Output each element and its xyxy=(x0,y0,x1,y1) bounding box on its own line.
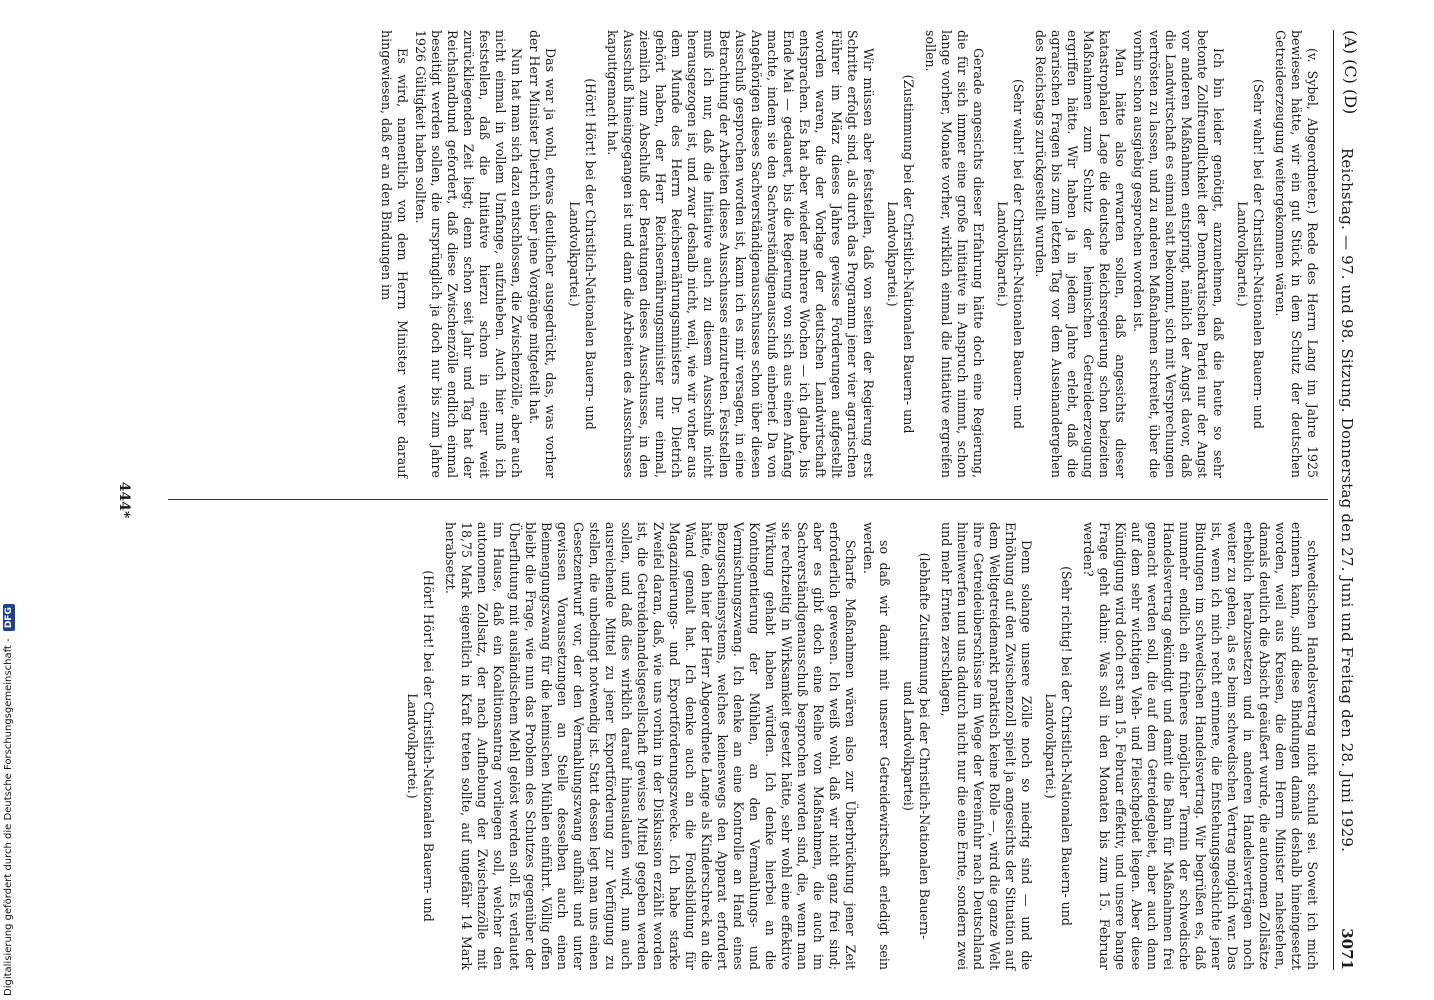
interjection-paragraph: (Sehr richtig! bei der Christlich-Nationalen Bauern- und Landvolkpartei.) xyxy=(1043,566,1074,926)
dfg-logo-icon: DFG xyxy=(3,604,15,631)
left-text-column xyxy=(376,30,1320,478)
margin-marker-d: (D) xyxy=(1341,88,1360,115)
body-paragraph: so daß wir damit mit unserer Getreidewirtschaft erledigt sein werden. xyxy=(861,522,892,970)
digitization-notice xyxy=(2,600,16,996)
body-paragraph: Man hätte also erwarten sollen, daß angesichts dieser katastrophalen Lage die deutsche Reichsregierung schon beizeiten Maßnahmen zum Schutz der heimischen Getreideerzeugung ergriffen hätte. Wir haben ja in jedem Jahre erlebt, daß die agrarischen Fragen bis zum letzten Tag vor dem Auseinandergehen des Reichstags zurückgestellt wurden. xyxy=(1033,30,1128,478)
interjection-paragraph: (Sehr wahr! bei der Christlich-Nationalen Bauern- und Landvolkpartei.) xyxy=(995,79,1026,429)
document-page xyxy=(100,30,1360,970)
interjection-paragraph: (Zustimmung bei der Christlich-Nationalen Bauern- und Landvolkpartei.) xyxy=(885,74,916,434)
margin-marker-a: (A) xyxy=(1341,30,1360,55)
interjection-paragraph: (Sehr wahr! bei der Christlich-Nationalen Bauern- und Landvolkpartei.) xyxy=(1235,79,1266,429)
interjection-paragraph: (Hört! Hört! bei der Christlich-Nationalen Bauern- und Landvolkpartei.) xyxy=(405,570,436,922)
interjection-paragraph: (Hört! Hört! bei der Christlich-Nationalen Bauern- und Landvolkpartei.) xyxy=(567,78,598,430)
body-paragraph: Denn solange unsere Zölle noch so niedrig sind — und die Erhöhung auf den Zwischenzoll spielt ja angesichts der Situation auf dem Weltgetreidemarkt praktisch keine Rolle —, wird die ganze Welt ihre Getreideüberschüsse im Wege der Vereinfuhr nach Deutschland hineinwerfen und uns dadurch nicht nur die eine Ernte, sondern zwei und mehr Ernten zerschlagen, xyxy=(939,522,1034,970)
page-header xyxy=(1333,30,1360,970)
column-divider xyxy=(168,499,1328,500)
body-paragraph: Wir müssen aber feststellen, daß von seiten der Regierung erst Schritte erfolgt sind, als durch das Programm jener vier agrarischen Führer im März dieses Jahres gewisse Forderungen aufgestellt worden waren, die der Vorlage der deutschen Landwirtschaft entsprachen. Es hat aber wieder mehrere Wochen — ich glaube, bis Ende Mai — gedauert, bis die Regierung von sich aus einen Anfang machte, indem sie den Sachverständigenausschuß einberief. Da von Angehörigen dieses Sachverständigenausschusses schon über diesen Ausschuß gesprochen worden ist, kann ich es mir versagen, in eine Betrachtung der Arbeiten dieses Ausschusses einzutreten. Feststellen muß ich nur, daß die Initiative auch zu diesem Ausschuß nicht herausgezogen ist, und zwar deshalb nicht, weil, wie wir vorher aus dem Munde des Herrn Reichsernährungsministers Dr. Dietrich gehört haben, der Herr Reichsernährungsminister nur einmal, ziemlich zum Abschluß der Beratungen dieses Ausschusses, in den Ausschuß hineingegangen ist und dann die Arbeiten des Ausschusses kaputtgemacht hat. xyxy=(605,30,876,478)
body-paragraph: (v. Sybel, Abgeordneter.) Rede des Herrn Lang im Jahre 1925 bewiesen hätte, wir ein gut Stück in dem Schutz der deutschen Getreideerzeugung weitergekommen wären. xyxy=(1273,30,1320,478)
body-paragraph: Nun hat man sich dazu entschlossen, die Zwischenzölle, aber auch nicht einmal in vollem Umfange, aufzuheben. Auch hier muß ich feststellen, daß die Initiative hierzu schon in einer weit zurückliegenden Zeit liegt; denn schon seit Jahr und Tag hat der Reichslandbund gefordert, daß diese Zwischenzölle endlich einmal beseitigt werden sollen, die ursprünglich ja doch nur bis zum Jahre 1926 Gültigkeit haben sollten. xyxy=(413,30,524,478)
interjection-paragraph: (lebhafte Zustimmung bei der Christlich-Nationalen Bauern- und Landvolkpartei) xyxy=(901,552,932,940)
body-paragraph: Ich bin leider genötigt, anzunehmen, daß die heute so sehr betonte Zollfreundlichkeit der Demokratischen Partei nur der Angst vor anderen Maßnahmen entspringt, nämlich der Angst davor, daß die Landwirtschaft es einmal satt bekommt, sich mit Versprechungen vertrösten zu lassen, und zu anderen Maßnahmen schreitet, über die vorhin schon ausgiebig gesprochen worden ist. xyxy=(1131,30,1226,478)
body-paragraph: Das war ja wohl, etwas deutlicher ausgedrückt, das, was vorher der Herr Minister Dietrich über jene Vorgänge mitgeteilt hat. xyxy=(527,30,558,478)
running-title: Reichstag. — 97. und 98. Sitzung. Donnerstag den 27. Juni und Freitag den 28. Juni 1929. xyxy=(1338,147,1356,853)
digitization-notice-text: Digitalisierung gefördert durch die Deutsche Forschungsgemeinschaft - xyxy=(3,638,14,996)
page-number: 3071 xyxy=(1338,928,1356,970)
body-paragraph: Es wird, namentlich von dem Herrn Minister weiter darauf hingewiesen, daß er an den Bindungen im xyxy=(379,30,410,478)
right-text-column xyxy=(396,522,1320,970)
body-paragraph: Gerade angesichts dieser Erfahrung hätte doch eine Regierung, die für sich immer eine große Initiative in Anspruch nimmt, schon lange vorher, Monate vorher, wirklich einmal die Initiative ergreifen sollen. xyxy=(923,30,986,478)
margin-marker-c: (C) xyxy=(1341,59,1360,84)
body-paragraph: schwedischen Handelsvertrag nicht schuld sei. Soweit ich mich erinnern kann, sind diese Bindungen damals deshalb hineingesetzt worden, weil aus Kreisen, die dem Herrn Minister nahestehen, damals deutlich die Absicht geäußert wurde, die autonomen Zollsätze erheblich herabzusetzen und in anderen Handelsverträgen noch weiter zu gehen, als es beim schwedischen Vertrag möglich war. Das ist, wenn ich mich recht erinnere, die Entstehungsgeschichte jener Bindungen im schwedischen Handelsvertrag. Wir begrüßen es, daß nunmehr endlich ein früheres möglicher Termin der schwedische Handelsvertrag gekündigt und damit die Bahn für Maßnahmen frei gemacht werden soll, die auf dem Getreidegebiet, aber auch dann auf dem sehr wichtigen Vieh- und Fleischgebiet liegen. Aber diese Kündigung wird doch erst am 15. Februar effektiv, und unsere bange Frage geht dahin: Was soll in den Monaten bis zum 15. Februar werden? xyxy=(1081,522,1320,970)
sheet-mark: 444* xyxy=(116,481,132,519)
body-paragraph: Scharfe Maßnahmen wären also zur Überbrückung jener Zeit erforderlich gewesen. Ich weiß wohl, daß wir nicht ganz frei sind; aber es gibt doch eine Reihe von Maßnahmen, die auch im Sachverständigenausschuß besprochen worden sind, die, wenn man sie rechtzeitig in Wirksamkeit gesetzt hätte, sehr wohl eine effektive Wirkung gehabt haben würden. Ich denke hierbei an die Kontingentierung der Mühlen, an den Vermahlungs- und Vermischungszwang. Ich denke an eine Kontrolle an Hand eines Bezugsscheinsystems, welches keineswegs den Apparat erfordert hätte, den hier der Herr Abgeordnete Lange als Kinderschreck an die Wand gemalt hat. Ich denke auch an die Fondsbildung für Magazinierungs- und Exportförderungszwecke. Ich habe starke Zweifel daran, daß, wie uns vorhin in der Diskussion erzählt worden ist, die Getreidehandelsgesellschaft gewisse Mittel gegeben werden sollen, und daß dies wirklich darauf hinauslaufen wird, nun auch ausreichende Mittel zu jener Exportförderung zur Verfügung zu stellen, die unbedingt notwendig ist. Statt dessen legt man uns einen Gesetzentwurf vor, der den Vermahlungszwang aufhält und unter gewissen Voraussetzungen an Stelle desselben auch einen Beimengungszwang für die heimischen Mühlen einführt. Völlig offen bleibt die Frage, wie nun das Problem des Schutzes gegenüber der Überflutung mit ausländischem Mehl gelöst werden soll. Es verlautet im Hause, daß ein Koalitionsantrag vorliegen soll, welcher den autonomen Zollsatz, der nach Aufhebung der Zwischenzölle mit 18,75 Mark eigentlich in Kraft treten sollte, auf ungefähr 14 Mark herabsetzt. xyxy=(443,522,858,970)
